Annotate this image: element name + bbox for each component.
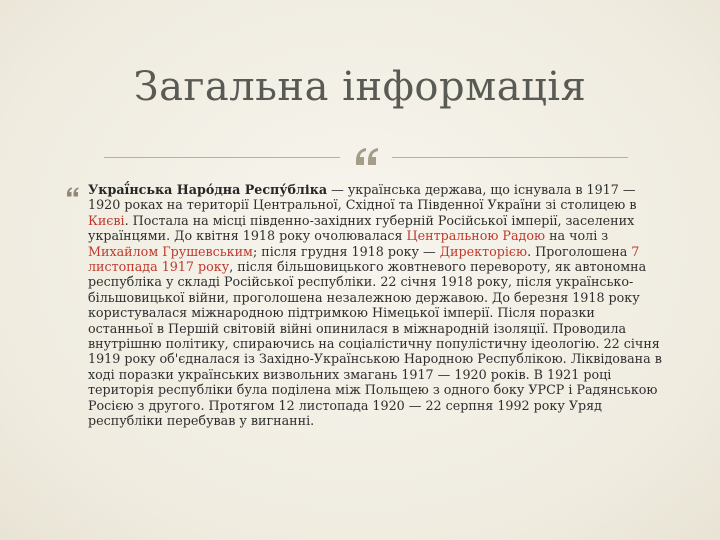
info-paragraph [88,182,662,429]
text-segment-3: на чолі з [545,228,609,244]
link-directory[interactable]: Директорією [439,243,528,259]
link-central-rada[interactable]: Центральною Радою [406,228,546,244]
divider-line-right [392,157,628,158]
text-segment-2: . Постала на місці південно-західних губерній Російської імперії, заселених українцями. До квітня 1918 року очолювалася [88,212,635,244]
text-segment-4: ; після грудня 1918 року — [252,243,440,259]
text-segment-1: — українська держава, що існувала в 1917 — 1920 роках на території Центральної, Східної та Південної України зі столицею в [88,182,637,213]
lead-bold-term: Украї́нська Наро́дна Респу́бліка [88,182,328,197]
title-divider [104,151,628,165]
quote-bullet-icon [66,186,80,198]
content-block [68,182,662,429]
divider-line-left [104,157,340,158]
text-segment-6: , після більшовицького жовтневого перевороту, як автономна республіка у складі Російської республіки. 22 січня 1918 року, після українсько-більшовицької війни, проголошена незалежною державою. До березня 1918 року користувалася міжнародною підтримкою Німецької імперії. Після поразки останньої в Першій світовій війні опинилася в міжнародній ізоляції. Проводила внутрішню політику, спираючись на соціалістичну популістичну ідеологію. 22 січня 1919 року об'єдналася із Західно-Українською Народною Республікою. Ліквідована в ході поразки українських визвольних змагань 1917 — 1920 років. В 1921 році територія республіки була поділена між Польщею з одного боку УРСР і Радянською Росією з другого. Протягом 12 листопада 1920 — 22 серпня 1992 року Уряд республіки перебував у вигнанні. [88,259,662,429]
link-date[interactable]: 7 листопада 1917 року [88,243,640,275]
link-kyiv[interactable]: Києві [88,212,125,228]
link-hrushevsky[interactable]: Михайлом Грушевським [88,243,253,259]
text-segment-5: . Проголошена [527,243,632,259]
quote-ornament-icon [350,143,382,171]
slide-title: Загальна інформація [133,64,587,110]
